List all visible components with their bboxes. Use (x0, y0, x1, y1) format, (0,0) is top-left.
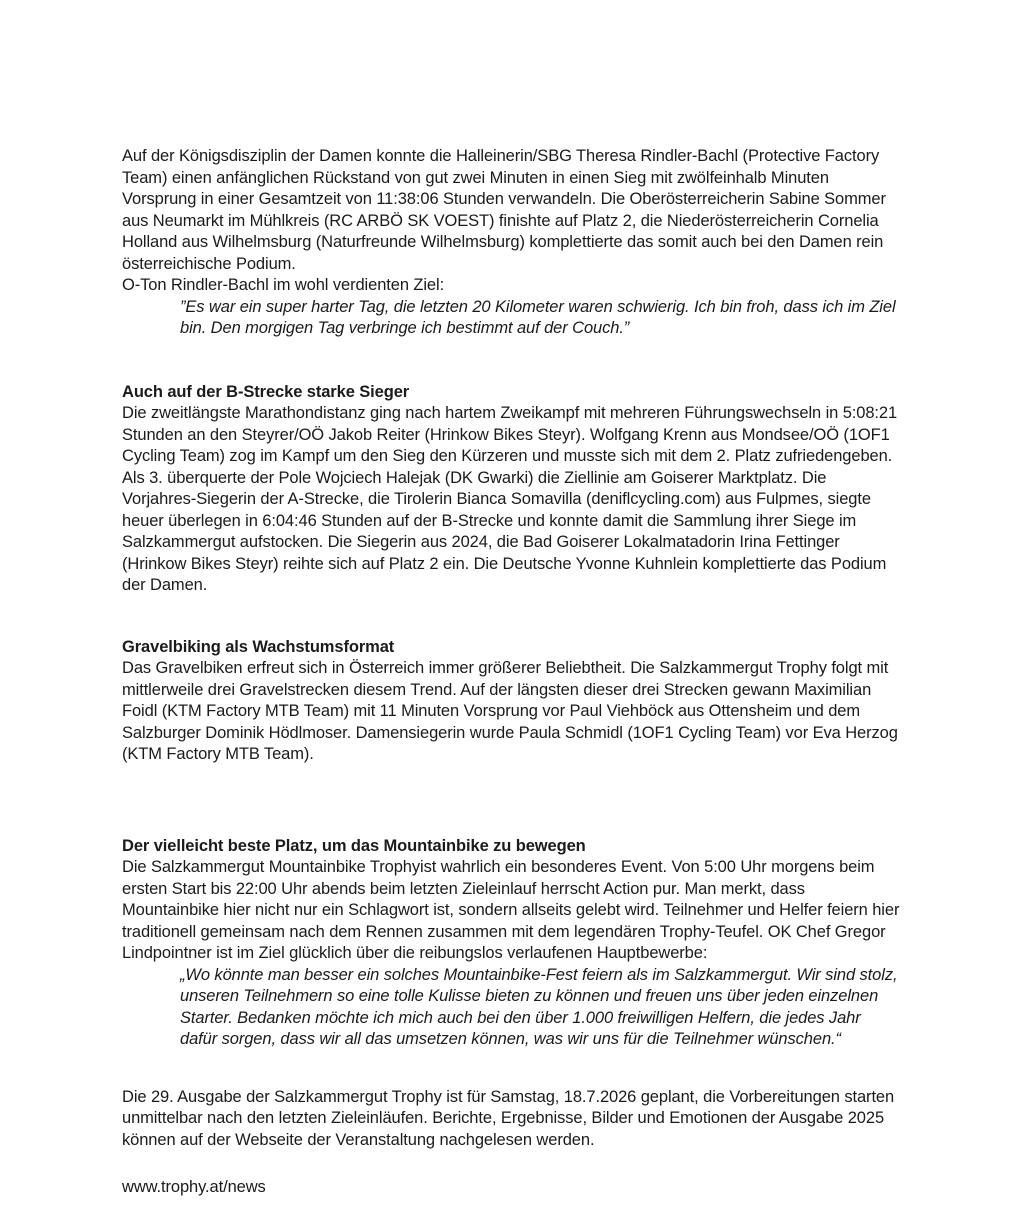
paragraph-damen-koenigsdisziplin: Auf der Königsdisziplin der Damen konnte die Halleinerin/SBG Theresa Rindler-Bachl (Protective Factory Team) einen anfänglichen Rückstand von gut zwei Minuten in einen Sieg mit zwölfeinhalb Minuten Vorsprung in einer Gesamtzeit von 11:38:06 Stunden verwandeln. Die Oberösterreicherin Sabine Sommer aus Neumarkt im Mühlkreis (RC ARBÖ SK VOEST) finishte auf Platz 2, die Niederösterreicherin Cornelia Holland aus Wilhelmsburg (Naturfreunde Wilhelmsburg) komplettierte das somit auch bei den Damen rein österreichische Podium. (122, 147, 886, 273)
section-heading-mountainbike: Der vielleicht beste Platz, um das Mountainbike zu bewegen (122, 836, 586, 855)
paragraph-mountainbike-event: Die Salzkammergut Mountainbike Trophyist wahrlich ein besonderes Event. Von 5:00 Uhr morgens beim ersten Start bis 22:00 Uhr abends beim letzten Zieleinlauf herrscht Action pur. Man merkt, dass Mountainbike hier nicht nur ein Schlagwort ist, sondern allseits gelebt wird. Teilnehmer und Helfer feiern hier traditionell gemeinsam nach dem Rennen zusammen mit dem legendären Trophy-Teufel. OK Chef Gregor Lindpointner ist im Ziel glücklich über die reibungslos verlaufenen Hauptbewerbe: (122, 858, 900, 962)
section-heading-gravelbiking: Gravelbiking als Wachstumsformat (122, 637, 395, 656)
quote-intro-line: O-Ton Rindler-Bachl im wohl verdienten Ziel: (122, 276, 445, 294)
website-url: www.trophy.at/news (122, 1178, 266, 1196)
paragraph-ausgabe-2026: Die 29. Ausgabe der Salzkammergut Trophy ist für Samstag, 18.7.2026 geplant, die Vorbereitungen starten unmittelbar nach den letzten Zieleinläufen. Berichte, Ergebnisse, Bilder und Emotionen der Ausgabe 2025 können auf der Webseite der Veranstaltung nachgelesen werden. (122, 1087, 895, 1149)
quote-rindler-bachl: ”Es war ein super harter Tag, die letzten 20 Kilometer waren schwierig. Ich bin froh, dass ich im Ziel bin. Den morgigen Tag verbringe ich bestimmt auf der Couch.” (180, 297, 896, 337)
quote-lindpointner: „Wo könnte man besser ein solches Mountainbike-Fest feiern als im Salzkammergut. Wir sind stolz, unseren Teilnehmern so eine tolle Kulisse bieten zu können und freuen uns über jeden einzelnen Starter. Bedanken möchte ich mich auch bei den über 1.000 freiwilligen Helfern, die jedes Jahr dafür sorgen, dass wir all das umsetzen können, was wir uns für die Teilnehmer wünschen.“ (180, 965, 898, 1048)
section-heading-b-strecke: Auch auf der B-Strecke starke Sieger (122, 382, 410, 401)
paragraph-b-strecke: Die zweitlängste Marathondistanz ging nach hartem Zweikampf mit mehreren Führungswechseln in 5:08:21 Stunden an den Steyrer/OÖ Jakob Reiter (Hrinkow Bikes Steyr). Wolfgang Krenn aus Mondsee/OÖ (1OF1 Cycling Team) zog im Kampf um den Sieg den Kürzeren und musste sich mit dem 2. Platz zufriedengeben. Als 3. überquerte der Pole Wojciech Halejak (DK Gwarki) die Ziellinie am Goiserer Marktplatz. Die Vorjahres-Siegerin der A-Strecke, die Tirolerin Bianca Somavilla (deniflcycling.com) aus Fulpmes, siegte heuer überlegen in 6:04:46 Stunden auf der B-Strecke und konnte damit die Sammlung ihrer Siege im Salzkammergut aufstocken. Die Siegerin aus 2024, die Bad Goiserer Lokalmatadorin Irina Fettinger (Hrinkow Bikes Steyr) reihte sich auf Platz 2 ein. Die Deutsche Yvonne Kuhnlein komplettierte das Podium der Damen. (122, 404, 898, 594)
paragraph-gravelbiking: Das Gravelbiken erfreut sich in Österreich immer größerer Beliebtheit. Die Salzkammergut Trophy folgt mit mittlerweile drei Gravelstrecken diesem Trend. Auf der längsten dieser drei Strecken gewann Maximilian Foidl (KTM Factory MTB Team) mit 11 Minuten Vorsprung vor Paul Viehböck aus Ottensheim und dem Salzburger Dominik Hödlmoser. Damensiegerin wurde Paula Schmidl (1OF1 Cycling Team) vor Eva Herzog (KTM Factory MTB Team). (122, 659, 898, 763)
